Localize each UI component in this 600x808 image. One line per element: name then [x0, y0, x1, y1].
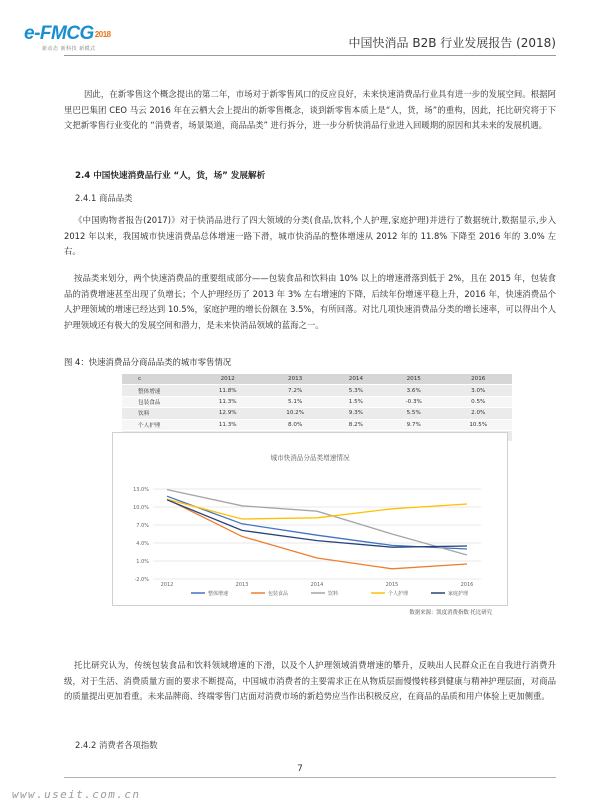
- table-header-row: [122, 374, 512, 385]
- table-cell: 7.2%: [261, 385, 328, 396]
- table-corner-cell: c: [122, 374, 194, 385]
- table-cell: 0.5%: [445, 396, 513, 407]
- paragraph-conclusion: 托比研究认为，传统包装食品和饮料领域增速的下滑，以及个人护理领域消费增速的攀升，反映出人民群众正在自我进行消费升级，对于生活、消费质量方面的要求不断提高，中国城市消费者的主要需求正在从物质层面慢慢转移到健康与精神护理层面，对商品的质量提出更加看重。未来品牌商、终端零售门店面对消费市场的新趋势应当作出积极反应，在商品的品质和用户体验上更加侧重。: [64, 660, 556, 702]
- row-label: 整体增速: [122, 385, 194, 396]
- brand-logo: [24, 24, 134, 58]
- row-label: 包装食品: [122, 396, 194, 407]
- source-note: 数据来源：凯度消费指数 托比研究: [409, 610, 492, 616]
- y-tick-label: 13.0%: [133, 487, 149, 493]
- table-cell: 2.0%: [445, 408, 513, 419]
- series-line-包装食品: [167, 499, 467, 569]
- legend-label: 个人护理: [388, 591, 409, 597]
- footer-divider: [64, 777, 556, 778]
- logo-wordmark: e-FMCG: [24, 23, 94, 44]
- y-tick-label: 1.0%: [136, 559, 149, 565]
- subsection-title-consumer-index: 2.4.2 消费者各项指数: [75, 740, 158, 750]
- column-header: 2014: [329, 374, 383, 385]
- paragraph-report-data: 《中国购物者报告(2017)》对于快消品进行了四大领域的分类(食品,饮料,个人护理,家庭护理)并进行了数据统计,数据显示,步入 2012 年以来，我国城市快速消费品总体增速一路下滑，城市快消品的整体增速从 2012 年的 11.8% 下降至 2016 年的 3.0% 左右。: [64, 215, 556, 257]
- header-divider: [64, 55, 556, 56]
- column-header: 2016: [445, 374, 513, 385]
- section-title: 2.4 中国快速消费品行业 “人，货，场” 发展解析: [75, 171, 266, 181]
- series-line-个人护理: [167, 499, 467, 519]
- y-tick-label: 4.0%: [136, 541, 149, 547]
- table-cell: 5.3%: [329, 385, 383, 396]
- table-cell: 3.0%: [445, 385, 513, 396]
- x-tick-label: 2014: [310, 582, 324, 588]
- table-cell: 5.5%: [383, 408, 445, 419]
- series-line-饮料: [167, 490, 467, 555]
- x-tick-label: 2016: [460, 582, 474, 588]
- logo-tagline: 新动态 新科技 新模式: [42, 46, 96, 52]
- row-label: 饮料: [122, 408, 194, 419]
- logo-year: 2018: [94, 30, 111, 39]
- table-cell: 8.0%: [261, 419, 328, 430]
- table-row: [122, 419, 512, 430]
- column-header: 2013: [261, 374, 328, 385]
- y-tick-label: 7.0%: [136, 523, 149, 529]
- figure-caption: 图 4：快速消费品分商品品类的城市零售情况: [64, 357, 232, 367]
- table-cell: 10.2%: [261, 408, 328, 419]
- table-cell: 9.7%: [383, 419, 445, 430]
- subsection-title-products: 2.4.1 商品品类: [75, 193, 133, 203]
- legend-label: 包装食品: [268, 591, 289, 597]
- row-label: 个人护理: [122, 419, 194, 430]
- x-tick-label: 2015: [385, 582, 399, 588]
- table-cell: 11.3%: [194, 419, 261, 430]
- line-chart-container: [112, 432, 508, 606]
- table-cell: 8.2%: [329, 419, 383, 430]
- column-header: 2015: [383, 374, 445, 385]
- table-cell: 11.8%: [194, 385, 261, 396]
- table-row: [122, 408, 512, 419]
- table-cell: 9.3%: [329, 408, 383, 419]
- line-chart: [113, 433, 507, 605]
- x-tick-label: 2013: [235, 582, 249, 588]
- x-tick-label: 2012: [160, 582, 174, 588]
- table-cell: 11.3%: [194, 396, 261, 407]
- table-cell: 12.9%: [194, 408, 261, 419]
- chart-title: 城市快消品分品类增速情况: [270, 454, 350, 462]
- table-cell: 1.5%: [329, 396, 383, 407]
- site-watermark: www.useit.com.cn: [12, 788, 141, 801]
- table-row: [122, 385, 512, 396]
- paragraph-category-analysis: 按品类来划分，两个快速消费品的重要组成部分——包装食品和饮料由 10% 以上的增速滑落到低于 2%，且在 2015 年，包装食品的消费增速甚至出现了负增长；个人护理经历了 2013 年 3% 左右增速的下降，后续年份增速平稳上升，2016 年，快速消费品个人护理领域的增速已经达到 10.5%，家庭护理的增长份额在 3.5%，有所回落。对比几项快速消费品分类的增长速率，可以得出个人护理领域还有极大的发展空间和潜力，是未来快消品领域的蓝海之一。: [64, 273, 556, 331]
- y-tick-label: 10.0%: [133, 505, 149, 511]
- legend-label: 整体增速: [208, 591, 229, 597]
- table-cell: 3.6%: [383, 385, 445, 396]
- table-row: [122, 396, 512, 407]
- table-cell: 10.5%: [445, 419, 513, 430]
- y-tick-label: -2.0%: [134, 577, 149, 583]
- table-cell: -0.3%: [383, 396, 445, 407]
- column-header: 2012: [194, 374, 261, 385]
- report-title: 中国快消品 B2B 行业发展报告 (2018): [348, 36, 556, 50]
- legend-label: 家庭护理: [448, 591, 469, 597]
- legend-label: 饮料: [328, 591, 339, 597]
- table-cell: 5.1%: [261, 396, 328, 407]
- paragraph-intro: 因此，在新零售这个概念提出的第二年，市场对于新零售风口的反应良好，未来快速消费品行业具有进一步的发展空间。根据阿里巴巴集团 CEO 马云 2016 年在云栖大会上提出的新零售概念，谈到新零售本质上是“人，货，场”的重构，因此，托比研究将于下文把新零售行业变化的 “消费者，场景渠道，商品品类” 进行拆分，进一步分析快消品行业进入回暖期的原因和其未来的发展机遇。: [64, 89, 556, 131]
- page-number: 7: [297, 764, 303, 774]
